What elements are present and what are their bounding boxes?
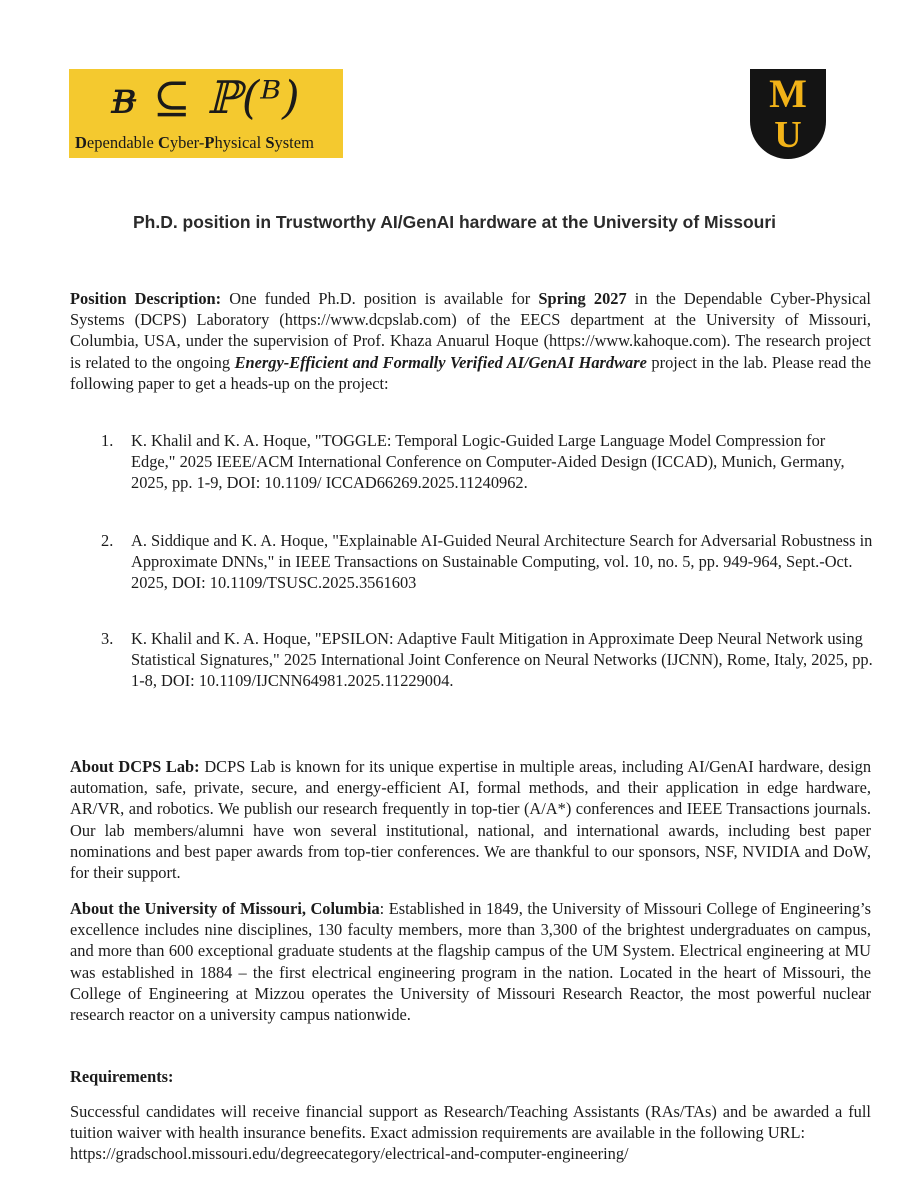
position-label: Position Description:: [70, 289, 222, 308]
about-lab-section: About DCPS Lab: DCPS Lab is known for its unique expertise in multiple areas, including AI/GenAI hardware, design automation, safe, private, secure, and energy-efficient AI, formal methods, and their application in edge hardware, AR/VR, and robotics. We publish our research frequently in top-tier (A/A*) conferences and IEEE Transactions journals. Our lab members/alumni have won several institutional, national, and international awards, including best paper nominations and best paper awards from top-tier conferences. We are thankful to our sponsors, NSF, NVIDIA and DoW, for their support.: [70, 757, 872, 883]
about-university-section: About the University of Missouri, Columbia: Established in 1849, the University of Missouri College of Engineering’s excellence includes nine disciplines, 130 faculty members, more than 3,300 of the brightest undergraduates on campus, and more than 600 exceptional graduate students at the flagship campus of the UM System. Electrical engineering at MU was established in 1884 – the first electrical engineering program in the nation. Located in the heart of Missouri, the College of Engineering at Mizzou operates the University of Missouri Research Reactor, the most powerful nuclear research reactor on a university campus nationwide.: [70, 899, 871, 1025]
requirements-heading: Requirements:: [70, 1067, 174, 1086]
svg-text:M: M: [769, 71, 807, 116]
about-university-label: About the University of Missouri, Columbia: [70, 899, 380, 918]
dcps-logo-caption: Dependable Cyber-Physical System: [75, 133, 314, 152]
page-title: Ph.D. position in Trustworthy AI/GenAI hardware at the University of Missouri: [132, 212, 777, 232]
project-name: Energy-Efficient and Formally Verified AI/GenAI Hardware: [234, 352, 647, 372]
admission-url[interactable]: https://gradschool.missouri.edu/degreecategory/electrical-and-computer-engineering/: [70, 1144, 629, 1164]
dcps-logo-formula: ᴃ ⊆ ℙ(ᴮ): [111, 71, 301, 124]
position-description: Position Description: One funded Ph.D. position is available for Spring 2027 in the Dependable Cyber-Physical Systems (DCPS) Laboratory (https://www.dcpslab.com) of the EECS department at the University of Missouri, Columbia, USA, under the supervision of Prof. Khaza Anuarul Hoque (https://www.kahoque.com). The research project is related to the ongoing Energy-Efficient and Formally Verified AI/GenAI Hardware project in the lab. Please read the following paper to get a heads-up on the project:: [70, 289, 871, 393]
mu-shield-logo-icon: [750, 69, 826, 159]
about-lab-label: About DCPS Lab:: [70, 757, 200, 776]
dcps-logo: [69, 69, 343, 158]
start-term: Spring 2027: [538, 289, 627, 308]
requirements-text: Successful candidates will receive financial support as Research/Teaching Assistants (RAs/TAs) and be awarded a full tuition waiver with health insurance benefits. Exact admission requirements are available in the following URL: https://gradschool.missouri.edu/degreecategory/electrical-and-computer-engineering/: [70, 1102, 871, 1164]
svg-text:U: U: [774, 114, 802, 156]
